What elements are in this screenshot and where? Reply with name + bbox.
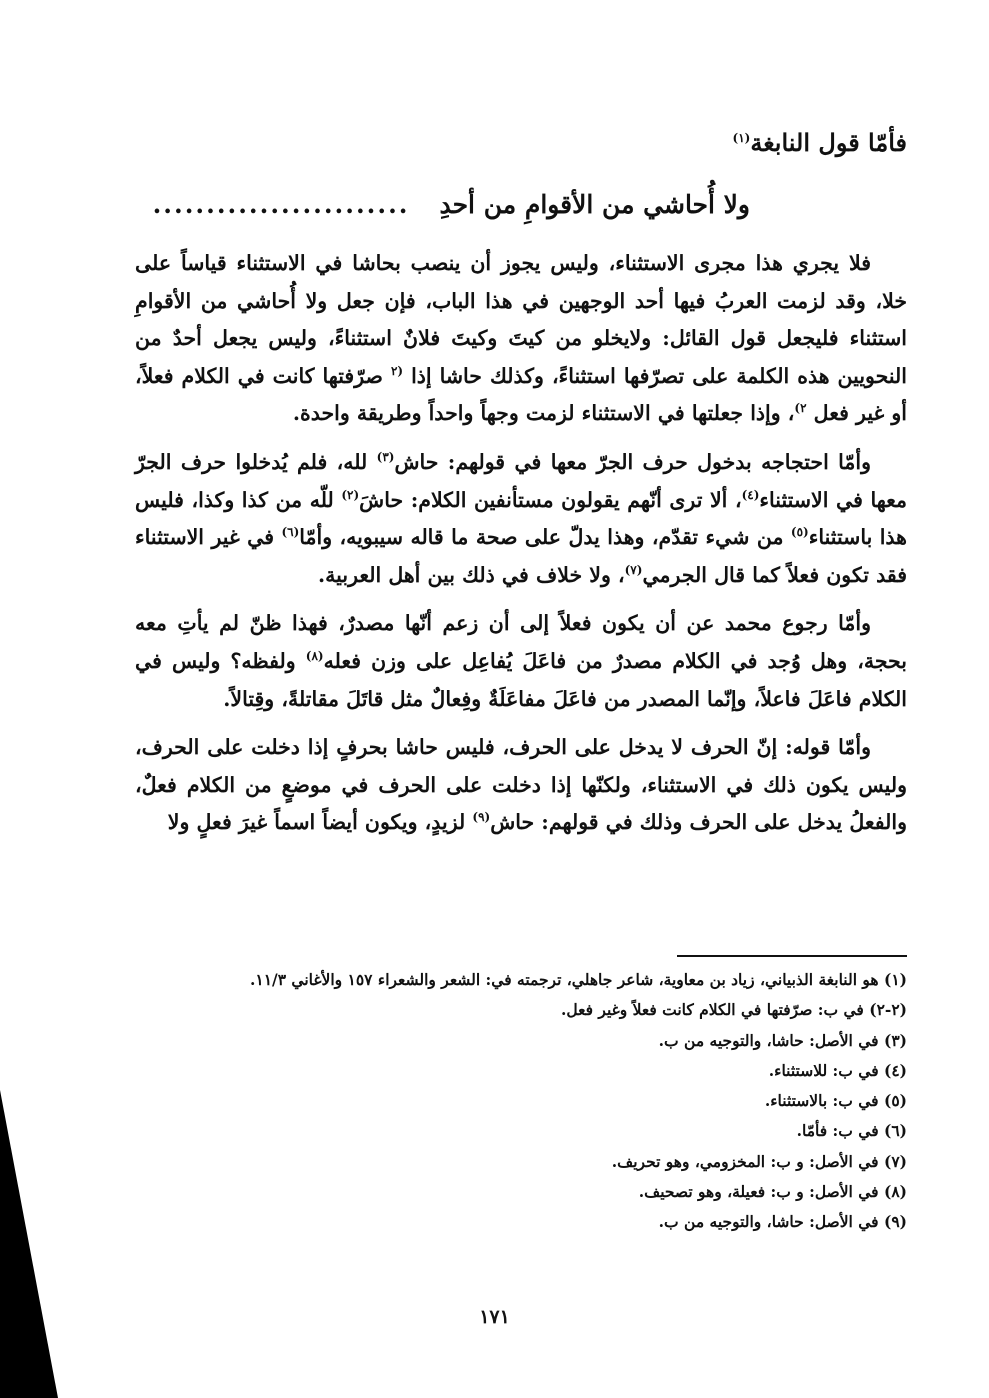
- heading-text: فأمّا قول النابغة: [750, 128, 907, 157]
- footnote: (٧) في الأصل: و ب: المخزومي، وهو تحريف.: [611, 1151, 907, 1171]
- text-run: صرّفتها كانت في الكلام فعلاً، أو غير فعل: [135, 363, 907, 426]
- footnote: (٨) في الأصل: و ب: فعيلة، وهو تصحيف.: [638, 1182, 907, 1202]
- text-run: من شيء تقدّم، وهذا يدلّ على صحة ما قاله سيبويه، وأمّا: [299, 525, 791, 550]
- page-number: ١٧١: [479, 1306, 510, 1328]
- footnote-ref: (٥): [790, 525, 809, 540]
- text-run: ، ألا ترى أنّهم يقولون مستأنفين الكلام: حاشَ: [359, 487, 742, 512]
- footnote: (٩) في الأصل: حاشا، والتوجيه من ب.: [658, 1212, 907, 1232]
- footnote: (٣) في الأصل: حاشا، والتوجيه من ب.: [658, 1030, 907, 1050]
- footnote-ref: ٢): [794, 401, 807, 416]
- footnote-ref: (٧): [624, 562, 643, 577]
- footnote-ref: (٢): [341, 487, 360, 502]
- paragraph-1: [135, 245, 907, 433]
- text-run: ، وإذا جعلتها في الاستثناء لزمت وجهاً واحداً وطريقة واحدة.: [292, 401, 795, 426]
- footnote-ref: (٦): [281, 525, 300, 540]
- text-run: وأمّا رجوع محمد عن أن يكون فعلاً إلى أن زعم أنّها مصدرٌ، فهذا ظنّ لم يأتِ معه بحجة، وهل وُجد في الكلام مصدرٌ من فاعَلَ يُفاعِل على وزن فعله: [135, 611, 907, 673]
- text-run: ولفظه؟ وليس في الكلام فاعَلَ فاعلاً، وإنّما المصدر من فاعَلَ مفاعَلَةٌ وفِعالٌ مثل قاتَلَ مقاتلةً، وقِتالاً.: [135, 648, 907, 711]
- footnote-ref: (٩): [472, 810, 491, 825]
- footnote: (٤) في ب: للاستثناء.: [768, 1060, 907, 1080]
- scan-edge-wedge: [0, 1090, 58, 1398]
- text-run: لله، فلم يُدخلوا حرف الجرّ معها في الاستثناء: [135, 449, 908, 512]
- text-run: وأمّا احتجاجه بدخول حرف الجرّ معها في قولهم: حاش: [394, 449, 871, 474]
- footnotes-list: [135, 965, 907, 1238]
- text-run: لزيدٍ، ويكون أيضاً اسماً غيرَ فعلٍ ولا: [167, 810, 473, 835]
- footnote-divider: [677, 955, 907, 957]
- main-text: [135, 245, 907, 853]
- footnote: (١) هو النابغة الذبياني، زياد بن معاوية، شاعر جاهلي، ترجمته في: الشعر والشعراء ١٥٧ والأغاني ١١/٣.: [249, 970, 907, 989]
- section-heading: [733, 128, 907, 157]
- text-run: في غير الاستثناء فقد تكون فعلاً كما قال الجرمي: [135, 525, 907, 587]
- footnote-ref: (٣): [376, 450, 395, 465]
- paragraph-4: [135, 729, 907, 842]
- footnote: (٢-٢) في ب: صرّفتها في الكلام كانت فعلاً وغير فعل.: [560, 1000, 907, 1020]
- footnote: (٦) في ب: فأمّا.: [796, 1121, 907, 1141]
- footnote-ref: (٢: [390, 363, 404, 378]
- verse-ellipsis: ........................: [152, 190, 410, 219]
- text-run: ، ولا خلاف في ذلك بين أهل العربية.: [318, 562, 625, 587]
- text-run: للّه من كذا وكذا، فليس هذا باستثناء: [135, 487, 907, 550]
- paragraph-3: [135, 605, 907, 718]
- footnote: (٥) في ب: بالاستثناء.: [764, 1091, 907, 1111]
- text-run: وأمّا قوله: إنّ الحرف لا يدخل على الحرف، فليس حاشا بحرفٍ إذا دخلت على الحرف، وليس يكون ذلك في الاستثناء، ولكنّها إذا دخلت على الحرف في موضعٍ من الكلام فعلٌ، والفعلُ يدخل على الحرف وذلك في قولهم: حاش: [135, 735, 907, 835]
- verse-line: [152, 190, 750, 219]
- heading-footnote-ref: (١): [732, 131, 751, 145]
- verse-text: ولا أُحاشي من الأقوامِ من أحدِ: [439, 190, 750, 219]
- text-run: فلا يجري هذا مجرى الاستثناء، وليس يجوز أن ينصب بحاشا في الاستثناء قياساً على خلا، وقد لزمت العربُ فيها أحد الوجهين في هذا الباب، فإن جعل ولا أُحاشي من الأقوامِ استثناء فليجعل قول القائل: ولايخلو من كيتَ وكيتَ فلانٌ استثناءً، وليس يجعل أحدٌ من النحويين هذه الكلمة على تصرّفها استثناءً، وكذلك حاشا إذا: [135, 251, 907, 388]
- footnote-ref: (٨): [305, 649, 324, 664]
- footnote-ref: (٤): [741, 487, 760, 502]
- paragraph-2: [135, 444, 907, 594]
